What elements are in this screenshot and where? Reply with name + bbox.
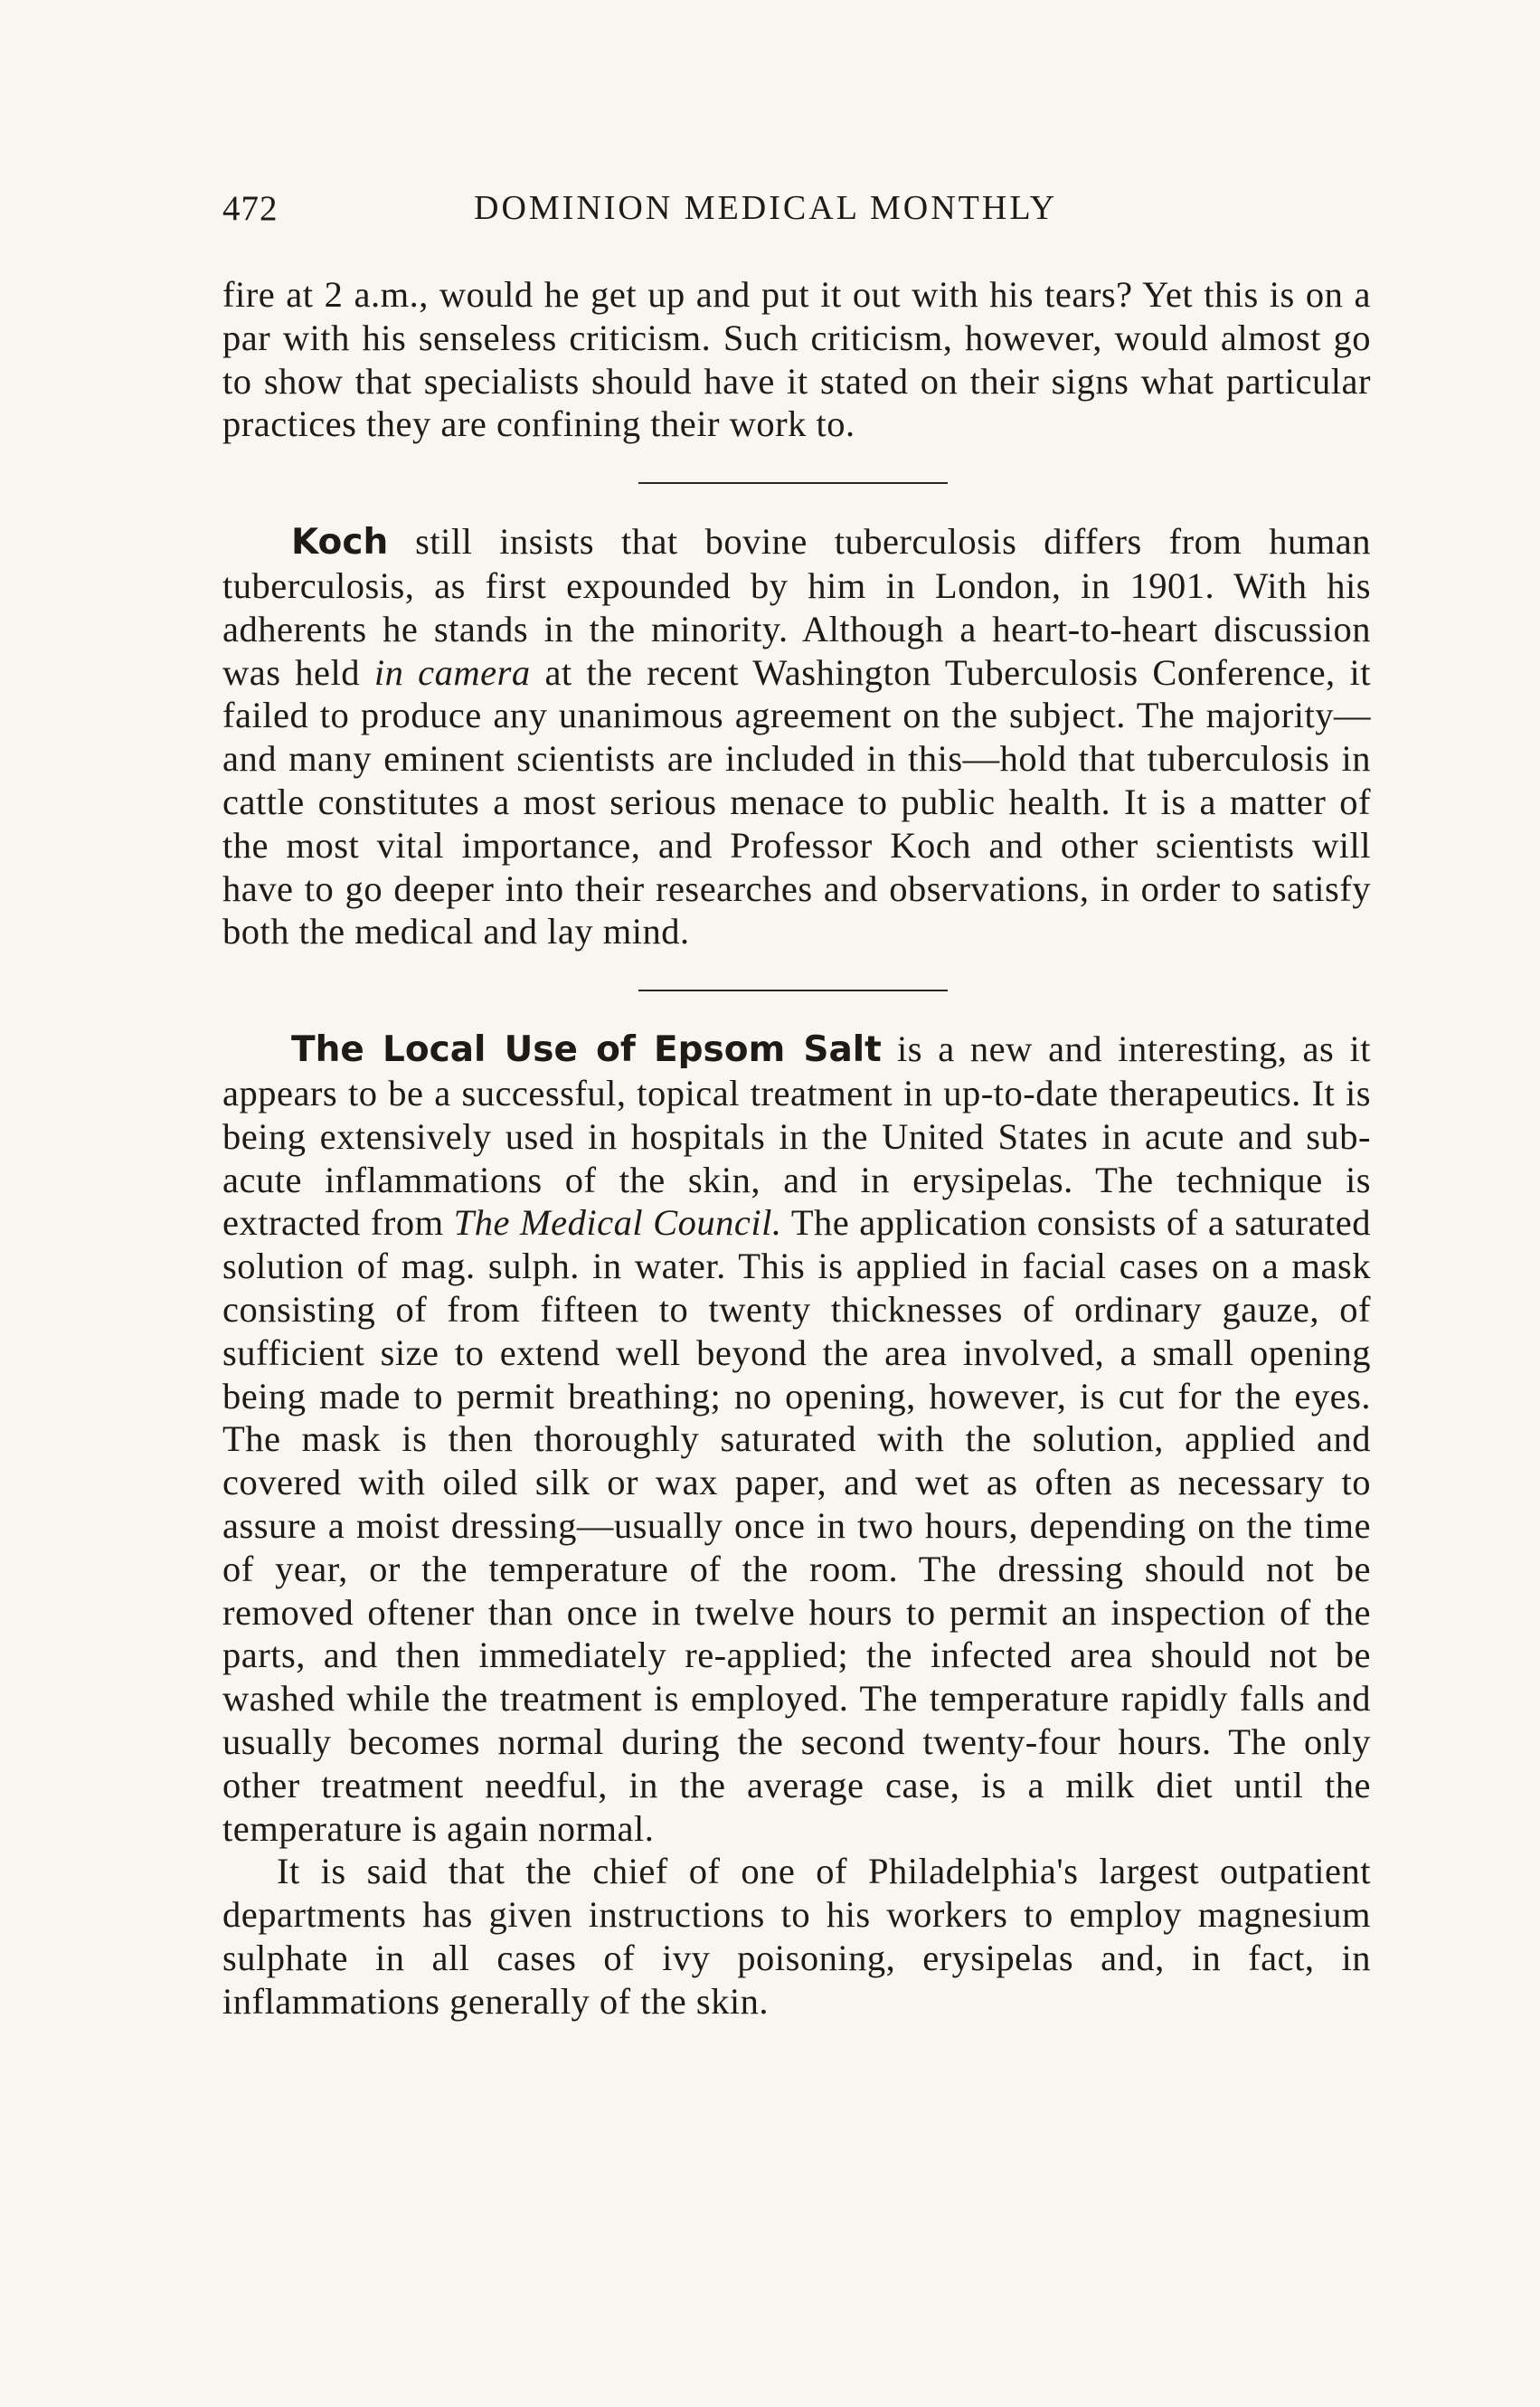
koch-article	[222, 520, 1371, 953]
epsom-text-after-italic: The application consists of a saturated solution of mag. sulph. in water. This is applied in facial cases on a mask consisting of from fifteen to twenty thicknesses of ordinary gauze, of sufficient size to extend well beyond the area involved, a small opening being made to permit breathing; no opening, however, is cut for the eyes. The mask is then thoroughly saturated with the solution, applied and covered with oiled silk or wax paper, and wet as often as necessary to assure a moist dressing—usually once in two hours, depending on the time of year, or the temperature of the room. The dressing should not be removed oftener than once in twelve hours to permit an inspection of the parts, and then immediately re-applied; the infected area should not be washed while the treatment is employed. The temperature rapidly falls and usually becomes normal during the second twenty-four hours. The only other treatment needful, in the average case, is a milk diet until the temperature is again normal.	[222, 1202, 1371, 1849]
koch-italic: in camera	[373, 651, 531, 693]
epsom-salt-article	[222, 1028, 1371, 2023]
koch-lead: Koch	[291, 522, 389, 564]
epsom-text-before-italic: is a new and interesting, as it appears to be a successful, topical treatment in up-to-date therapeutics. It is being extensively used in hospitals in the United States in acute and sub-acute inflammations of the skin, and in erysipelas. The technique is extracted from	[222, 1028, 1371, 1244]
epsom-lead: The Local Use of Epsom Salt	[291, 1029, 882, 1071]
epsom-italic: The Medical Council.	[453, 1202, 782, 1244]
running-head	[222, 188, 1371, 242]
epsom-second-paragraph: It is said that the chief of one of Philadelphia's largest outpatient departments has given instructions to his workers to employ magnesium sulphate in all cases of ivy poisoning, erysipelas and, in fact, in inflammations generally of the skin.	[222, 1851, 1371, 2022]
section-divider	[638, 990, 948, 991]
page-number: 472	[222, 189, 279, 228]
koch-text-before-italic: still insists that bovine tuberculosis differs from human tuberculosis, as first expounded by him in London, in 1901. With his adherents he stands in the minority. Although a heart-to-heart discussion was held	[222, 521, 1371, 693]
koch-paragraph	[222, 520, 1371, 953]
epsom-paragraph	[222, 1028, 1371, 1850]
continued-paragraph: fire at 2 a.m., would he get up and put it out with his tears? Yet this is on a par with his senseless criticism. Such criticism, however, would almost go to show that specialists should have it stated on their signs what particular practices they are confining their work to.	[222, 274, 1371, 445]
koch-text-after-italic: at the recent Washington Tuberculosis Conference, it failed to produce any unanimous agreement on the subject. The majority—and many eminent scientists are included in this—hold that tuberculosis in cattle constitutes a most serious menace to public health. It is a matter of the most vital importance, and Professor Koch and other scientists will have to go deeper into their researches and observations, in order to satisfy both the medical and lay mind.	[222, 651, 1371, 952]
document-page	[222, 188, 1371, 2023]
journal-title: DOMINION MEDICAL MONTHLY	[474, 189, 1058, 227]
section-divider	[638, 482, 948, 484]
